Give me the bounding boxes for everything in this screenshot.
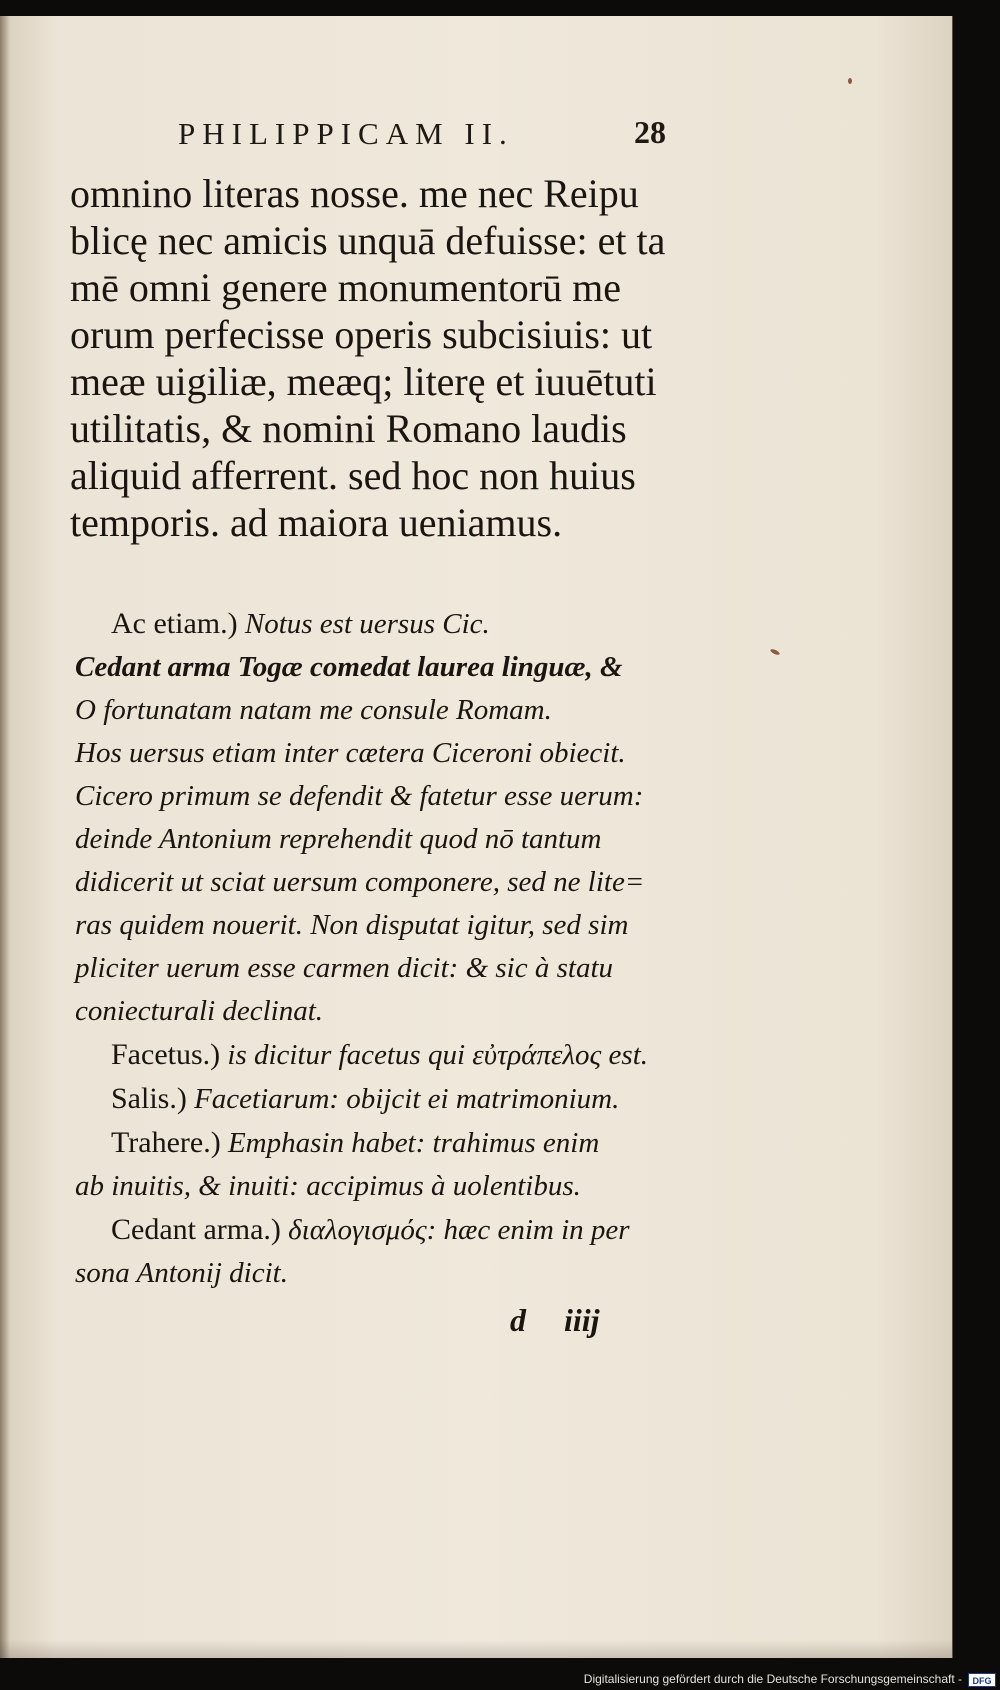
note-gloss: coniecturali declinat. xyxy=(75,995,324,1027)
note-line xyxy=(75,1208,715,1252)
note-line xyxy=(75,861,715,904)
main-text-line: utilitatis, & nomini Romano laudis xyxy=(70,406,627,451)
note-line xyxy=(75,689,715,732)
note-gloss: O fortunatam natam me consule Romam. xyxy=(75,694,552,726)
note-gloss: ras quidem nouerit. Non disputat igitur, sed sim xyxy=(75,909,629,941)
folio-number: 28 xyxy=(634,114,666,150)
running-title: PHILIPPICAM II. xyxy=(178,116,514,151)
note-gloss: Cicero primum se defendit & fatetur esse uerum: xyxy=(75,780,644,812)
note-gloss: διαλογισμός: hæc enim in per xyxy=(280,1214,630,1246)
note-line xyxy=(75,775,715,818)
note-gloss: is dicitur facetus qui εὐτράπελος est. xyxy=(220,1039,649,1071)
note-line xyxy=(75,1077,715,1121)
note-lemma: Facetus.) xyxy=(111,1038,221,1071)
note-lemma: Ac etiam.) xyxy=(111,607,238,640)
note-line xyxy=(75,1252,715,1295)
main-text-line: blicę nec amicis unquā defuisse: et ta xyxy=(70,218,666,263)
note-line xyxy=(75,1121,715,1165)
note-line xyxy=(75,1165,715,1208)
note-line xyxy=(75,602,715,646)
main-text-block xyxy=(70,170,710,546)
digitization-footer xyxy=(0,1672,1000,1690)
main-text-line: meæ uigiliæ, meæq; literę et iuuētuti xyxy=(70,359,657,404)
main-text-line: temporis. ad maiora ueniamus. xyxy=(70,500,563,545)
note-gloss: Cedant arma Togæ comedat laurea linguæ, & xyxy=(75,651,623,683)
main-text-line: aliquid afferrent. sed hoc non huius xyxy=(70,453,636,498)
dfg-logo: DFG xyxy=(968,1673,996,1687)
note-gloss: Facetiarum: obijcit ei matrimonium. xyxy=(186,1083,620,1115)
main-text-line: orum perfecisse operis subcisiuis: ut xyxy=(70,312,653,357)
note-line xyxy=(75,646,715,689)
note-gloss: ab inuitis, & inuiti: accipimus à uolentibus. xyxy=(75,1170,581,1202)
running-header xyxy=(178,116,698,156)
main-text-line: mē omni genere monumentorū me xyxy=(70,265,621,310)
note-lemma: Salis.) xyxy=(111,1082,187,1115)
note-line xyxy=(75,947,715,990)
commentary-notes xyxy=(75,602,715,1295)
note-line xyxy=(75,990,715,1033)
note-gloss: didicerit ut sciat uersum componere, sed ne lite= xyxy=(75,866,645,898)
note-lemma: Trahere.) xyxy=(111,1126,221,1159)
stain-mark xyxy=(848,78,852,84)
note-gloss: Hos uersus etiam inter cætera Ciceroni obiecit. xyxy=(75,737,626,769)
note-line xyxy=(75,732,715,775)
note-lemma: Cedant arma.) xyxy=(111,1213,281,1246)
note-gloss: Emphasin habet: trahimus enim xyxy=(220,1127,600,1159)
note-gloss: pliciter uerum esse carmen dicit: & sic à statu xyxy=(75,952,614,984)
main-text-line: omnino literas nosse. me nec Reipu xyxy=(70,171,639,216)
note-gloss: deinde Antonium reprehendit quod nō tantum xyxy=(75,823,602,855)
note-gloss: Notus est uersus Cic. xyxy=(237,608,490,640)
page-gutter-shadow xyxy=(0,16,10,1658)
note-gloss: sona Antonij dicit. xyxy=(75,1257,288,1289)
note-line xyxy=(75,1033,715,1077)
note-line xyxy=(75,904,715,947)
signature-mark: d iiij xyxy=(510,1302,600,1338)
note-line xyxy=(75,818,715,861)
page-edge-shadow xyxy=(0,1640,952,1658)
footer-credit: Digitalisierung gefördert durch die Deutsche Forschungsgemeinschaft - xyxy=(583,1672,962,1686)
